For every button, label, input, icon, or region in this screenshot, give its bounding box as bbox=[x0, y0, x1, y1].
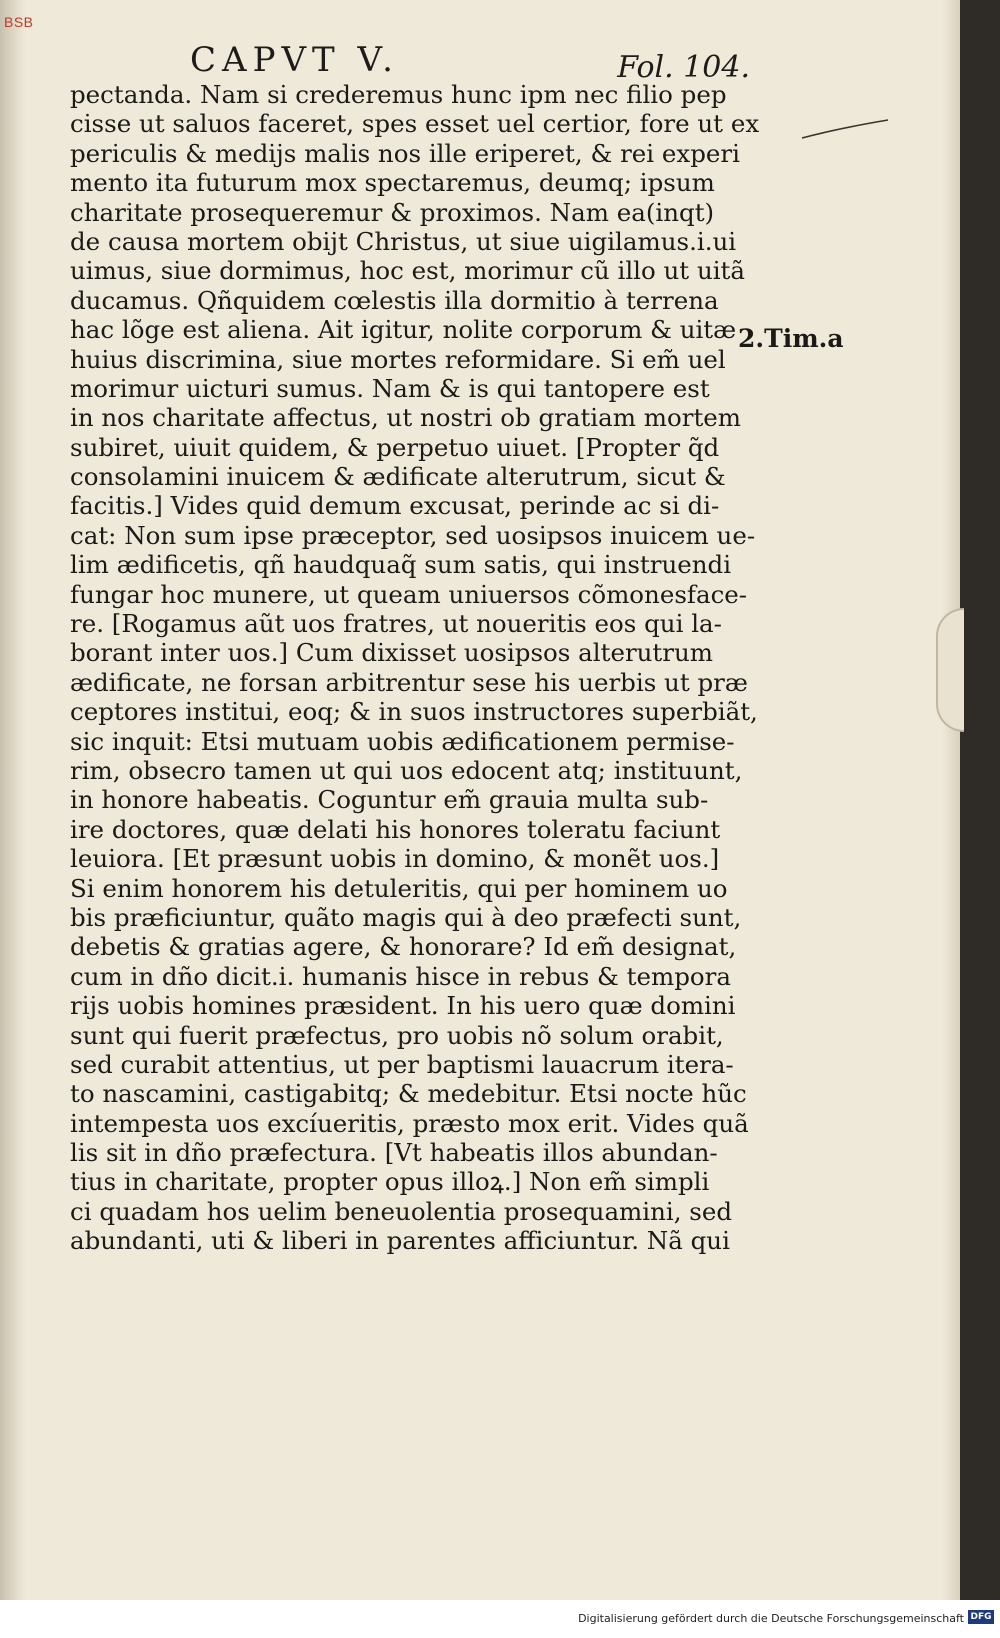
text-line: sed curabit attentius, ut per baptismi lauacrum itera- bbox=[70, 1049, 734, 1079]
pen-mark bbox=[800, 118, 890, 140]
text-line: mento ita futurum mox spectaremus, deumq; ipsum bbox=[70, 168, 715, 198]
text-line: consolamini inuicem & ædificate alterutrum, sicut & bbox=[70, 462, 726, 492]
text-line: uimus, siue dormimus, hoc est, morimur cũ illo ut uitã bbox=[70, 256, 746, 286]
text-line: huius discrimina, siue mortes reformidare. Si em̃ uel bbox=[70, 344, 726, 374]
text-line: sunt qui fuerit præfectus, pro uobis nõ solum orabit, bbox=[70, 1020, 724, 1050]
text-line: re. [Rogamus aũt uos fratres, ut noueritis eos qui la- bbox=[70, 609, 722, 639]
text-line: in honore habeatis. Coguntur em̃ grauia multa sub- bbox=[70, 785, 709, 815]
text-line: pectanda. Nam si crederemus hunc ipm nec filio pep bbox=[70, 80, 727, 109]
text-line: subiret, uiuit quidem, & perpetuo uiuet. [Propter q̃d bbox=[70, 432, 720, 462]
text-line: abundanti, uti & liberi in parentes afficiuntur. Nã qui bbox=[70, 1226, 730, 1256]
text-line: tius in charitate, propter opus illoꝝ.] Non em̃ simpli bbox=[70, 1167, 710, 1197]
text-line: intempesta uos excíueritis, præsto mox erit. Vides quã bbox=[70, 1108, 749, 1138]
text-line: charitate prosequeremur & proximos. Nam ea(inqt) bbox=[70, 197, 715, 227]
text-line: cat: Non sum ipse præceptor, sed uosipsos inuicem ue- bbox=[70, 520, 756, 550]
text-line: facitis.] Vides quid demum excusat, perinde ac si di- bbox=[70, 491, 720, 521]
text-line: bis præficiuntur, quãto magis qui à deo præfecti sunt, bbox=[70, 902, 742, 932]
text-line: Si enim honorem his detuleritis, qui per hominem uo bbox=[70, 873, 728, 903]
text-line: periculis & medijs malis nos ille eriperet, & rei experi bbox=[70, 138, 740, 168]
text-line: sic inquit: Etsi mutuam uobis ædificationem permise- bbox=[70, 726, 735, 756]
running-title: CAPVT V. bbox=[190, 40, 399, 80]
body-text bbox=[70, 80, 770, 1256]
library-mark: BSB bbox=[4, 14, 34, 30]
page-tab-edge bbox=[936, 608, 964, 732]
text-line: cisse ut saluos faceret, spes esset uel certior, fore ut ex bbox=[70, 109, 760, 139]
footer-bar bbox=[0, 1600, 1000, 1638]
text-line: ædificate, ne forsan arbitrentur sese his uerbis ut præ bbox=[70, 667, 748, 697]
text-line: fungar hoc munere, ut queam uniuersos cõmonesface- bbox=[70, 579, 748, 609]
page-gutter bbox=[0, 0, 26, 1600]
text-line: lis sit in dño præfectura. [Vt habeatis illos abundan- bbox=[70, 1138, 718, 1168]
text-line: borant inter uos.] Cum dixisset uosipsos alterutrum bbox=[70, 638, 714, 668]
text-line: ci quadam hos uelim beneuolentia prosequamini, sed bbox=[70, 1196, 733, 1226]
text-line: morimur uicturi sumus. Nam & is qui tantopere est bbox=[70, 373, 710, 403]
folio-number: Fol. 104. bbox=[617, 50, 750, 85]
text-line: de causa mortem obijt Christus, ut siue uigilamus.i.ui bbox=[70, 226, 737, 256]
text-line: in nos charitate affectus, ut nostri ob gratiam mortem bbox=[70, 403, 742, 433]
text-line: rim, obsecro tamen ut qui uos edocent atq; instituunt, bbox=[70, 755, 743, 785]
page-edge bbox=[942, 0, 960, 1600]
text-line: ducamus. Qñquidem cœlestis illa dormitio à terrena bbox=[70, 285, 719, 315]
text-line: rijs uobis homines præsident. In his uero quæ domini bbox=[70, 991, 736, 1021]
text-line: debetis & gratias agere, & honorare? Id em̃ designat, bbox=[70, 932, 737, 962]
text-line: lim ædificetis, qñ haudquaq̃ sum satis, qui instruendi bbox=[70, 550, 732, 580]
text-line: ceptores institui, eoq; & in suos instructores superbiãt, bbox=[70, 697, 758, 727]
text-line: leuiora. [Et præsunt uobis in domino, & monẽt uos.] bbox=[70, 844, 720, 874]
text-line: cum in dño dicit.i. humanis hisce in rebus & tempora bbox=[70, 961, 731, 991]
funding-credit: Digitalisierung gefördert durch die Deutsche Forschungsgemeinschaft bbox=[578, 1612, 964, 1625]
marginal-note: 2.Tim.a bbox=[738, 324, 844, 353]
text-line: ire doctores, quæ delati his honores toleratu faciunt bbox=[70, 814, 721, 844]
text-line: hac lõge est aliena. Ait igitur, nolite corporum & uitæ bbox=[70, 315, 737, 345]
dfg-logo: DFG bbox=[968, 1610, 994, 1624]
text-line: to nascamini, castigabitq; & medebitur. Etsi nocte hũc bbox=[70, 1079, 747, 1109]
running-header bbox=[190, 36, 750, 86]
